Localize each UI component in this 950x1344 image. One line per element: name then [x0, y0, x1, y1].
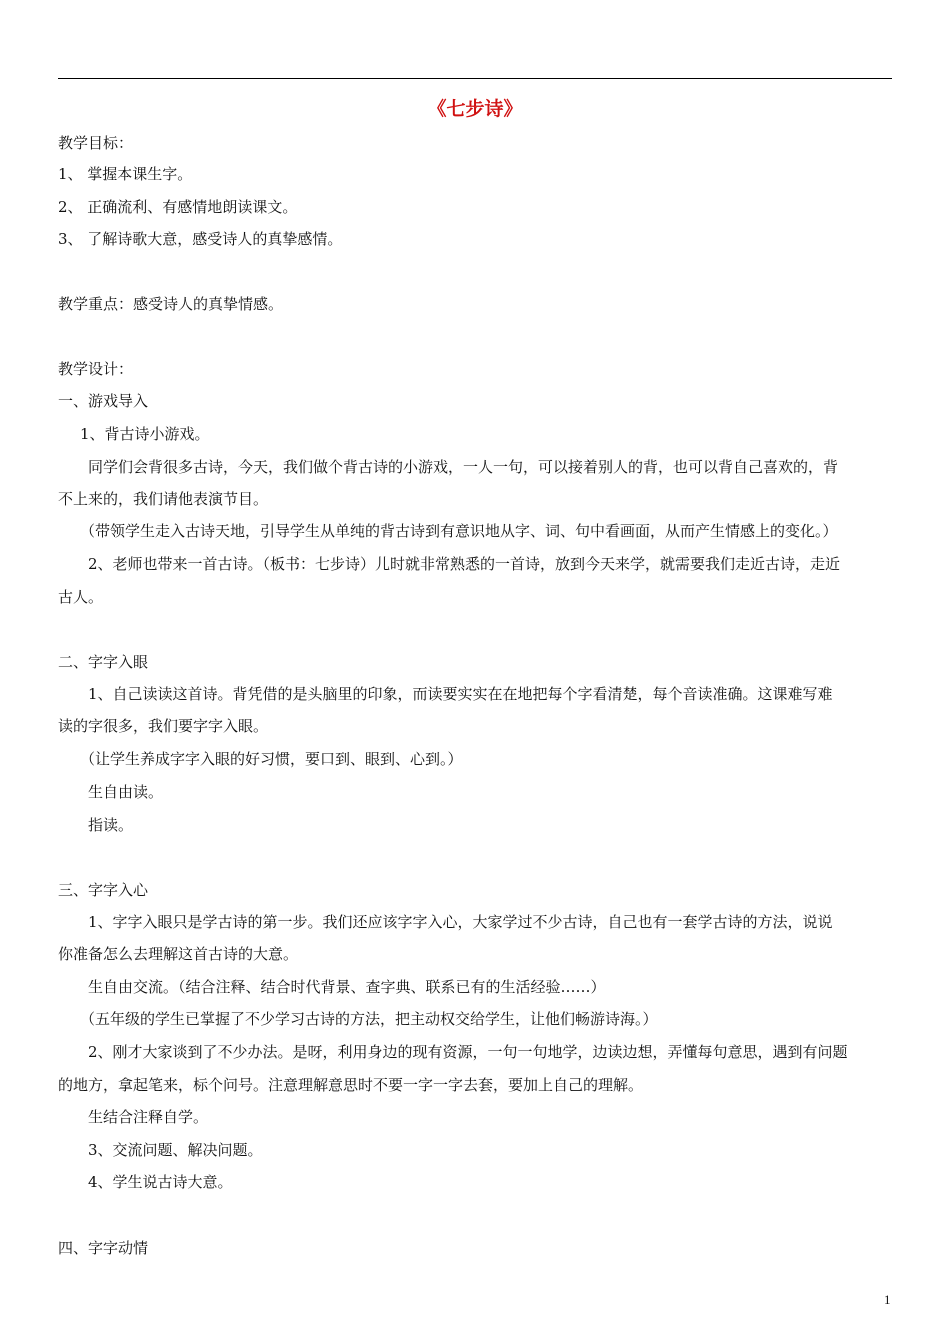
goal-item: 1、 掌握本课生字。	[58, 165, 193, 183]
paragraph: 2、刚才大家谈到了不少办法。是呀，利用身边的现有资源，一句一句地学，边读边想，弄懂每句意思，遇到有问题	[88, 1043, 848, 1061]
paragraph: 不上来的，我们请他表演节目。	[58, 490, 269, 508]
paragraph: 指读。	[88, 816, 134, 834]
section-heading: 二、字字入眼	[58, 653, 149, 671]
goal-item: 3、 了解诗歌大意，感受诗人的真挚感情。	[58, 230, 343, 248]
header-rule	[58, 78, 892, 79]
paragraph: 2、老师也带来一首古诗。（板书：七步诗）儿时就非常熟悉的一首诗，放到今天来学，就需要我们走近古诗，走近	[88, 555, 841, 573]
paragraph: 生结合注释自学。	[88, 1108, 209, 1126]
paragraph: 古人。	[58, 588, 104, 606]
paragraph: 生自由读。	[88, 783, 164, 801]
design-heading: 教学设计：	[58, 360, 134, 378]
paragraph: 你准备怎么去理解这首古诗的大意。	[58, 945, 299, 963]
paragraph: 1、背古诗小游戏。	[80, 425, 210, 443]
paragraph: 的地方，拿起笔来，标个问号。注意理解意思时不要一字一字去套，要加上自己的理解。	[58, 1076, 644, 1094]
section-heading: 一、游戏导入	[58, 392, 149, 410]
paragraph: 读的字很多，我们要字字入眼。	[58, 717, 269, 735]
section-heading: 三、字字入心	[58, 881, 149, 899]
goals-heading: 教学目标：	[58, 134, 134, 152]
key-point: 教学重点：感受诗人的真挚情感。	[58, 295, 284, 313]
goal-item: 2、 正确流利、有感情地朗读课文。	[58, 198, 298, 216]
paragraph: 4、学生说古诗大意。	[88, 1173, 233, 1191]
paragraph-note: （让学生养成字字入眼的好习惯，要口到、眼到、心到。）	[80, 750, 463, 768]
paragraph-note: （五年级的学生已掌握了不少学习古诗的方法，把主动权交给学生，让他们畅游诗海。）	[80, 1010, 658, 1028]
paragraph: 1、自己读读这首诗。背凭借的是头脑里的印象，而读要实实在在地把每个字看清楚，每个音读准确。这课难写难	[88, 685, 833, 703]
paragraph: 同学们会背很多古诗，今天，我们做个背古诗的小游戏，一人一句，可以接着别人的背，也可以背自己喜欢的，背	[88, 458, 839, 476]
paragraph: 3、交流问题、解决问题。	[88, 1141, 263, 1159]
page-number: 1	[884, 1292, 891, 1307]
page-title: 《七步诗》	[427, 98, 523, 120]
paragraph: 生自由交流。（结合注释、结合时代背景、查字典、联系已有的生活经验……）	[88, 978, 606, 996]
section-heading: 四、字字动情	[58, 1239, 149, 1257]
paragraph: 1、字字入眼只是学古诗的第一步。我们还应该字字入心，大家学过不少古诗，自己也有一套学古诗的方法，说说	[88, 913, 833, 931]
paragraph-note: （带领学生走入古诗天地，引导学生从单纯的背古诗到有意识地从字、词、句中看画面，从而产生情感上的变化。）	[80, 522, 838, 540]
